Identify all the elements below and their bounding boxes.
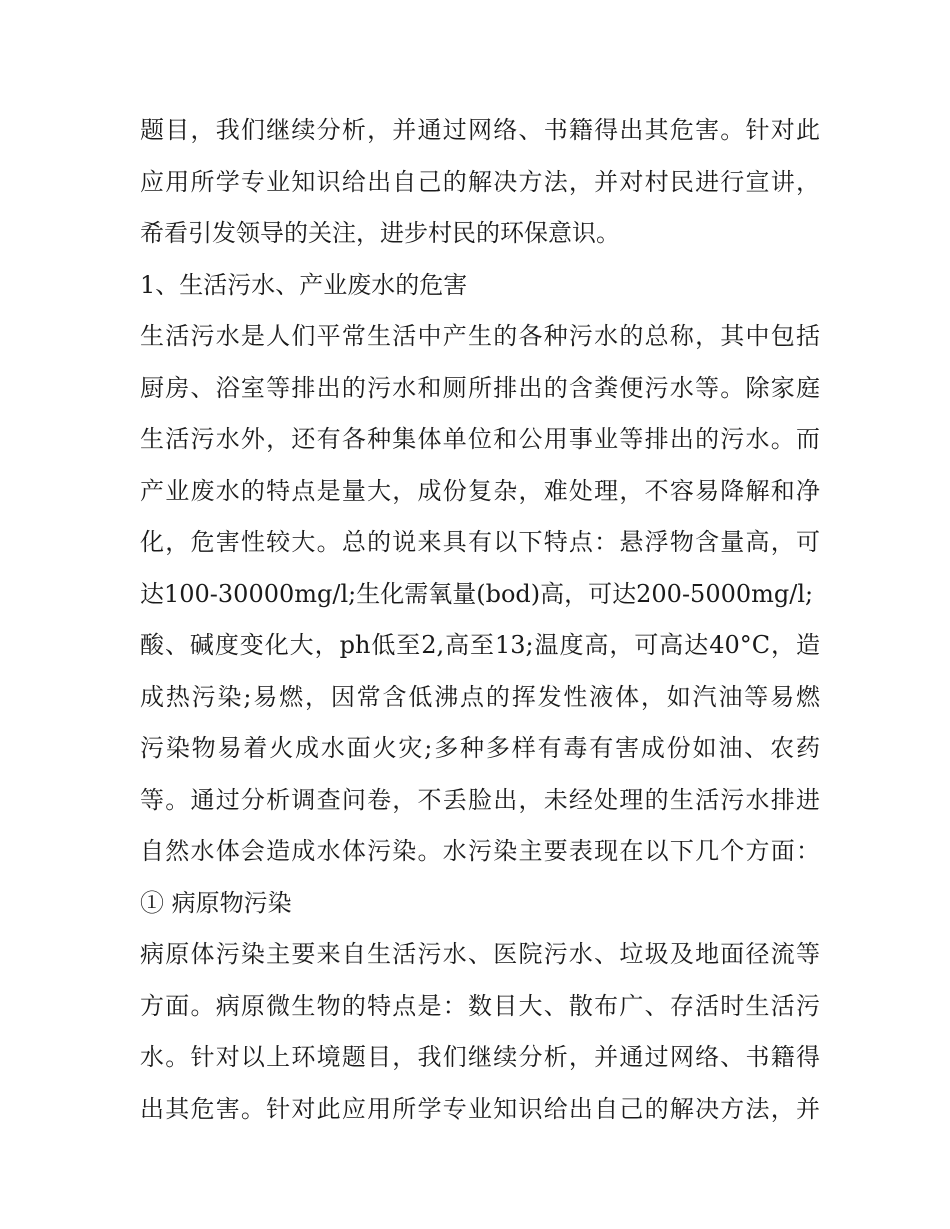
paragraph-intro-line: 希看引发领导的关注，进步村民的环保意识。 bbox=[140, 219, 620, 247]
paragraph-1-line: 酸、碱度变化大，ph低至2,高至13;温度高，可高达40°C，造 bbox=[140, 631, 820, 659]
paragraph-intro-line: 题目，我们继续分析，并通过网络、书籍得出其危害。针对此 bbox=[140, 116, 820, 144]
paragraph-1-line: 达100-30000mg/l;生化需氧量(bod)高，可达200-5000mg/l; bbox=[140, 579, 814, 608]
paragraph-2-line: 出其危害。针对此应用所学专业知识给出自己的解决方法，并 bbox=[140, 1094, 820, 1123]
section-heading-2: ① 病原物污染 bbox=[140, 888, 292, 917]
paragraph-1-line: 污染物易着火成水面火灾;多种多样有毒有害成份如油、农药 bbox=[140, 734, 820, 762]
paragraph-1-line: 化，危害性较大。总的说来具有以下特点：悬浮物含量高，可 bbox=[140, 528, 820, 556]
paragraph-1-line: 厨房、浴室等排出的污水和厕所排出的含粪便污水等。除家庭 bbox=[140, 373, 820, 402]
paragraph-1-line: 生活污水是人们平常生活中产生的各种污水的总称，其中包括 bbox=[140, 322, 820, 350]
paragraph-1-line: 产业废水的特点是量大，成份复杂，难处理，不容易降解和净 bbox=[140, 476, 820, 505]
paragraph-1-line: 生活污水外，还有各种集体单位和公用事业等排出的污水。而 bbox=[140, 425, 820, 453]
paragraph-2-line: 病原体污染主要来自生活污水、医院污水、垃圾及地面径流等 bbox=[140, 940, 820, 968]
paragraph-1-line: 等。通过分析调查问卷，不丢脸出，未经处理的生活污水排进 bbox=[140, 785, 820, 814]
document-body bbox=[140, 105, 820, 1135]
paragraph-2-line: 方面。病原微生物的特点是：数目大、散布广、存活时生活污 bbox=[140, 991, 820, 1020]
paragraph-intro-line: 应用所学专业知识给出自己的解决方法，并对村民进行宣讲， bbox=[140, 167, 820, 196]
paragraph-1-line: 自然水体会造成水体污染。水污染主要表现在以下几个方面： bbox=[140, 837, 820, 865]
paragraph-2-line: 水。针对以上环境题目，我们继续分析，并通过网络、书籍得 bbox=[140, 1043, 820, 1071]
section-heading-1: 1、生活污水、产业废水的危害 bbox=[140, 270, 468, 299]
paragraph-1-line: 成热污染;易燃，因常含低沸点的挥发性液体，如汽油等易燃 bbox=[140, 682, 820, 711]
